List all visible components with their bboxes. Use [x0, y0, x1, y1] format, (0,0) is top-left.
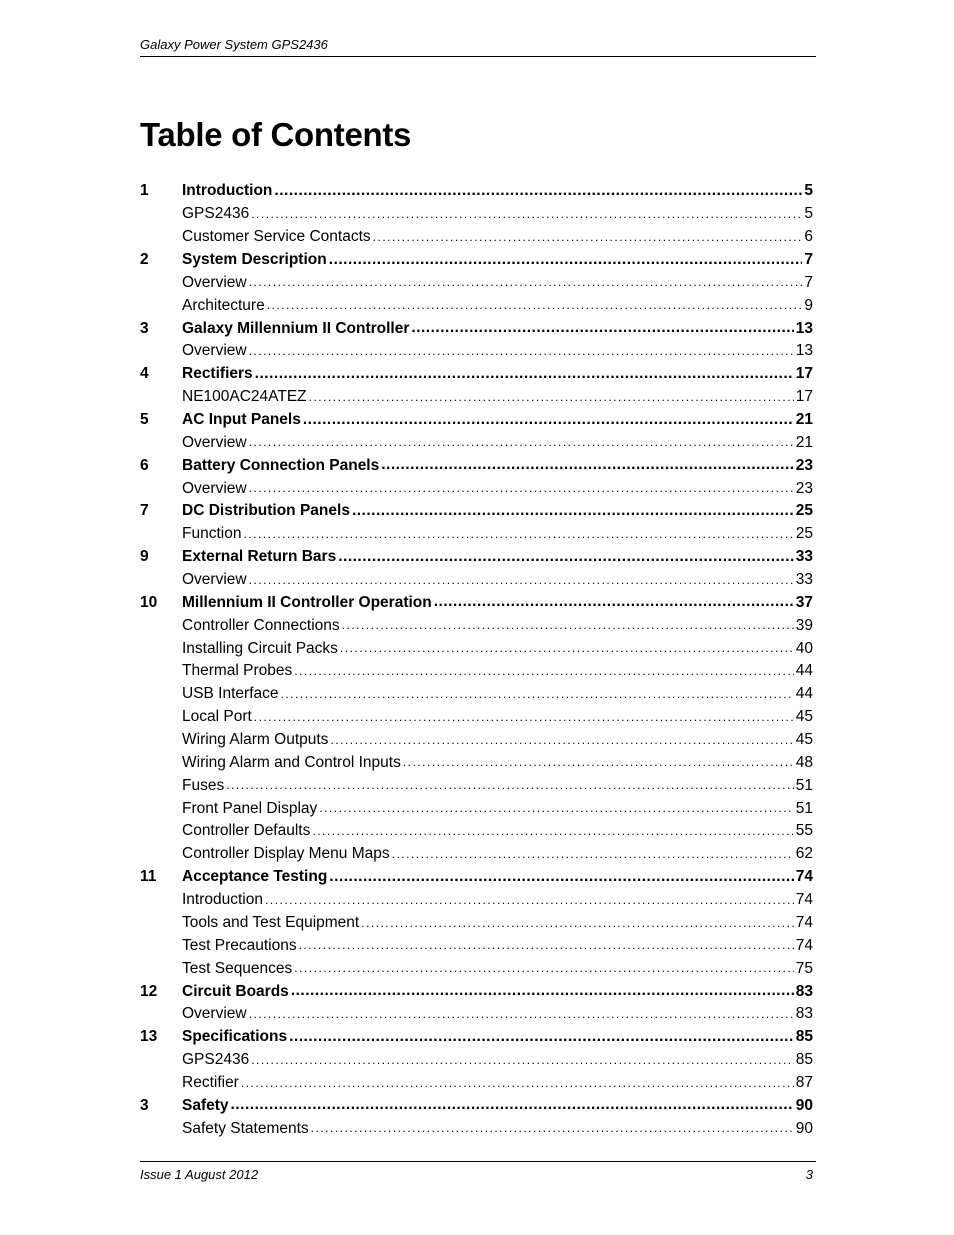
dot-leader	[249, 340, 794, 363]
toc-chapter-entry[interactable]	[140, 180, 813, 203]
toc-entry-title: Controller Display Menu Maps	[182, 845, 390, 863]
toc-chapter-entry[interactable]	[140, 500, 813, 523]
toc-entry-page: 13	[795, 342, 813, 360]
toc-entry-page: 44	[795, 685, 813, 703]
toc-entry-title: Introduction	[182, 891, 263, 909]
toc-section-entry[interactable]	[140, 683, 813, 706]
toc-entry-page: 9	[804, 296, 813, 314]
toc-entry-title: Front Panel Display	[182, 799, 318, 817]
toc-entry-page: 13	[795, 319, 813, 337]
toc-entry-title: DC Distribution Panels	[182, 502, 350, 520]
toc-entry-number: 9	[140, 548, 149, 566]
toc-chapter-entry[interactable]	[140, 409, 813, 432]
toc-entry-page: 85	[795, 1051, 813, 1069]
toc-entry-number: 5	[140, 411, 149, 429]
toc-chapter-entry[interactable]	[140, 249, 813, 272]
toc-entry-title: Specifications	[182, 1028, 288, 1046]
toc-section-entry[interactable]	[140, 477, 813, 500]
toc-entry-title: Installing Circuit Packs	[182, 639, 338, 657]
toc-section-entry[interactable]	[140, 729, 813, 752]
toc-entry-page: 83	[795, 982, 813, 1000]
dot-leader	[231, 1094, 794, 1117]
toc-entry-title: System Description	[182, 251, 327, 268]
dot-leader	[249, 271, 803, 294]
toc-entry-title: Fuses	[182, 776, 225, 794]
toc-section-entry[interactable]	[140, 226, 813, 249]
toc-entry-title: Galaxy Millennium II Controller	[182, 319, 410, 337]
running-header	[140, 36, 816, 57]
toc-section-entry[interactable]	[140, 271, 813, 294]
toc-section-entry[interactable]	[140, 614, 813, 637]
toc-entry-page: 44	[795, 662, 813, 680]
footer-issue: Issue 1 August 2012	[140, 1167, 259, 1182]
toc-entry-number: 7	[140, 502, 149, 520]
toc-entry-number: 6	[140, 456, 149, 474]
toc-entry-page: 39	[795, 616, 813, 634]
dot-leader	[330, 729, 793, 752]
dot-leader	[403, 751, 794, 774]
toc-section-entry[interactable]	[140, 386, 813, 409]
toc-entry-page: 75	[795, 959, 813, 977]
dot-leader	[289, 1026, 794, 1049]
dot-leader	[340, 637, 794, 660]
dot-leader	[294, 660, 793, 683]
toc-section-entry[interactable]	[140, 1072, 813, 1095]
toc-entry-title: Overview	[182, 273, 247, 291]
toc-entry-title: Overview	[182, 571, 247, 589]
toc-entry-page: 5	[804, 182, 813, 200]
toc-entry-page: 74	[795, 868, 813, 886]
toc-chapter-entry[interactable]	[140, 980, 813, 1003]
dot-leader	[251, 203, 802, 226]
running-footer	[140, 1161, 816, 1184]
toc-section-entry[interactable]	[140, 523, 813, 546]
dot-leader	[319, 797, 793, 820]
dot-leader	[329, 249, 803, 272]
toc-entry-title: Millennium II Controller Operation	[182, 593, 432, 611]
toc-section-entry[interactable]	[140, 774, 813, 797]
toc-entry-title: Battery Connection Panels	[182, 456, 380, 474]
dot-leader	[392, 843, 794, 866]
toc-entry-title: Overview	[182, 342, 247, 360]
toc-section-entry[interactable]	[140, 1003, 813, 1026]
toc-entry-title: Acceptance Testing	[182, 868, 328, 886]
dot-leader	[303, 409, 794, 432]
dot-leader	[329, 866, 793, 889]
toc-entry-title: Tools and Test Equipment	[182, 913, 360, 931]
toc-entry-title: Overview	[182, 479, 247, 497]
table-of-contents	[140, 180, 813, 1140]
toc-entry-number: 10	[140, 593, 158, 611]
toc-chapter-entry[interactable]	[140, 546, 813, 569]
toc-entry-page: 74	[795, 891, 813, 909]
toc-entry-title: Test Sequences	[182, 959, 293, 977]
footer-page-number: 3	[805, 1167, 813, 1182]
toc-entry-title: Wiring Alarm Outputs	[182, 731, 329, 749]
toc-entry-page: 5	[804, 205, 813, 223]
toc-section-entry[interactable]	[140, 203, 813, 226]
dot-leader	[311, 1117, 794, 1140]
toc-entry-title: Overview	[182, 433, 247, 451]
toc-entry-title: Architecture	[182, 296, 265, 314]
toc-entry-page: 25	[795, 525, 813, 543]
toc-section-entry[interactable]	[140, 294, 813, 317]
dot-leader	[338, 546, 794, 569]
toc-section-entry[interactable]	[140, 431, 813, 454]
dot-leader	[249, 569, 794, 592]
toc-entry-page: 74	[795, 936, 813, 954]
header-title: Galaxy Power System GPS2436	[140, 37, 328, 52]
toc-entry-page: 55	[795, 822, 813, 840]
toc-section-entry[interactable]	[140, 660, 813, 683]
toc-entry-number: 3	[140, 319, 149, 337]
toc-entry-page: 21	[795, 411, 813, 429]
toc-section-entry[interactable]	[140, 912, 813, 935]
toc-entry-page: 74	[795, 913, 813, 931]
dot-leader	[312, 820, 793, 843]
toc-entry-number: 13	[140, 1028, 158, 1046]
toc-section-entry[interactable]	[140, 1049, 813, 1072]
toc-entry-page: 17	[795, 365, 813, 383]
toc-section-entry[interactable]	[140, 751, 813, 774]
toc-entry-page: 33	[795, 571, 813, 589]
toc-entry-page: 37	[795, 593, 813, 611]
toc-entry-number: 12	[140, 982, 158, 1000]
toc-entry-number: 4	[140, 365, 149, 383]
dot-leader	[342, 614, 794, 637]
dot-leader	[352, 500, 794, 523]
toc-entry-page: 17	[795, 388, 813, 406]
toc-entry-title: AC Input Panels	[182, 411, 301, 429]
toc-entry-title: USB Interface	[182, 685, 279, 703]
toc-entry-page: 23	[795, 479, 813, 497]
toc-entry-title: Thermal Probes	[182, 662, 293, 680]
toc-entry-title: GPS2436	[182, 1051, 250, 1069]
toc-entry-number: 2	[140, 251, 149, 268]
toc-entry-page: 40	[795, 639, 813, 657]
toc-entry-page: 23	[795, 456, 813, 474]
toc-entry-page: 87	[795, 1073, 813, 1091]
toc-section-entry[interactable]	[140, 340, 813, 363]
dot-leader	[243, 523, 793, 546]
toc-entry-title: Customer Service Contacts	[182, 228, 371, 246]
toc-chapter-entry[interactable]	[140, 866, 813, 889]
toc-entry-page: 90	[795, 1119, 813, 1137]
toc-entry-title: GPS2436	[182, 205, 250, 223]
dot-leader	[309, 386, 794, 409]
dot-leader	[411, 317, 793, 340]
toc-entry-title: Rectifiers	[182, 365, 253, 383]
toc-entry-page: 21	[795, 433, 813, 451]
toc-entry-title: Function	[182, 525, 242, 543]
toc-entry-page: 7	[804, 251, 813, 268]
toc-entry-title: External Return Bars	[182, 548, 337, 566]
toc-chapter-entry[interactable]	[140, 591, 813, 614]
toc-chapter-entry[interactable]	[140, 363, 813, 386]
toc-entry-page: 62	[795, 845, 813, 863]
toc-entry-page: 51	[795, 799, 813, 817]
toc-entry-title: Local Port	[182, 708, 252, 726]
dot-leader	[249, 1003, 794, 1026]
dot-leader	[249, 431, 794, 454]
toc-entry-page: 85	[795, 1028, 813, 1046]
dot-leader	[299, 934, 794, 957]
toc-section-entry[interactable]	[140, 1117, 813, 1140]
dot-leader	[265, 889, 794, 912]
toc-entry-title: NE100AC24ATEZ	[182, 388, 307, 406]
toc-entry-page: 6	[804, 228, 813, 246]
toc-entry-page: 51	[795, 776, 813, 794]
toc-entry-title: Circuit Boards	[182, 982, 289, 1000]
toc-section-entry[interactable]	[140, 957, 813, 980]
toc-entry-page: 48	[795, 753, 813, 771]
toc-section-entry[interactable]	[140, 820, 813, 843]
toc-entry-title: Rectifier	[182, 1073, 239, 1091]
toc-section-entry[interactable]	[140, 797, 813, 820]
toc-chapter-entry[interactable]	[140, 317, 813, 340]
toc-entry-page: 33	[795, 548, 813, 566]
page-title: Table of Contents	[140, 116, 412, 153]
dot-leader	[251, 1049, 794, 1072]
toc-entry-title: Controller Connections	[182, 616, 340, 634]
toc-entry-title: Introduction	[182, 182, 273, 200]
toc-chapter-entry[interactable]	[140, 1026, 813, 1049]
toc-section-entry[interactable]	[140, 637, 813, 660]
toc-entry-title: Overview	[182, 1005, 247, 1023]
dot-leader	[226, 774, 794, 797]
toc-section-entry[interactable]	[140, 569, 813, 592]
dot-leader	[267, 294, 803, 317]
dot-leader	[294, 957, 793, 980]
toc-entry-page: 45	[795, 731, 813, 749]
dot-leader	[254, 706, 794, 729]
toc-section-entry[interactable]	[140, 706, 813, 729]
dot-leader	[249, 477, 794, 500]
toc-entry-page: 83	[795, 1005, 813, 1023]
toc-section-entry[interactable]	[140, 889, 813, 912]
toc-entry-page: 7	[804, 273, 813, 291]
dot-leader	[281, 683, 794, 706]
toc-entry-title: Controller Defaults	[182, 822, 311, 840]
toc-entry-title: Test Precautions	[182, 936, 297, 954]
toc-entry-number: 3	[140, 1096, 149, 1114]
toc-section-entry[interactable]	[140, 934, 813, 957]
dot-leader	[373, 226, 803, 249]
toc-entry-page: 90	[795, 1096, 813, 1114]
dot-leader	[291, 980, 794, 1003]
toc-entry-title: Safety	[182, 1096, 229, 1114]
toc-entry-page: 45	[795, 708, 813, 726]
toc-chapter-entry[interactable]	[140, 1094, 813, 1117]
dot-leader	[241, 1072, 794, 1095]
dot-leader	[255, 363, 794, 386]
dot-leader	[381, 454, 794, 477]
toc-entry-title: Safety Statements	[182, 1119, 309, 1137]
dot-leader	[361, 912, 794, 935]
toc-entry-page: 25	[795, 502, 813, 520]
toc-chapter-entry[interactable]	[140, 454, 813, 477]
toc-section-entry[interactable]	[140, 843, 813, 866]
toc-entry-number: 11	[140, 868, 157, 886]
toc-entry-title: Wiring Alarm and Control Inputs	[182, 753, 401, 771]
dot-leader	[274, 180, 802, 203]
toc-entry-number: 1	[140, 182, 149, 200]
dot-leader	[434, 591, 794, 614]
